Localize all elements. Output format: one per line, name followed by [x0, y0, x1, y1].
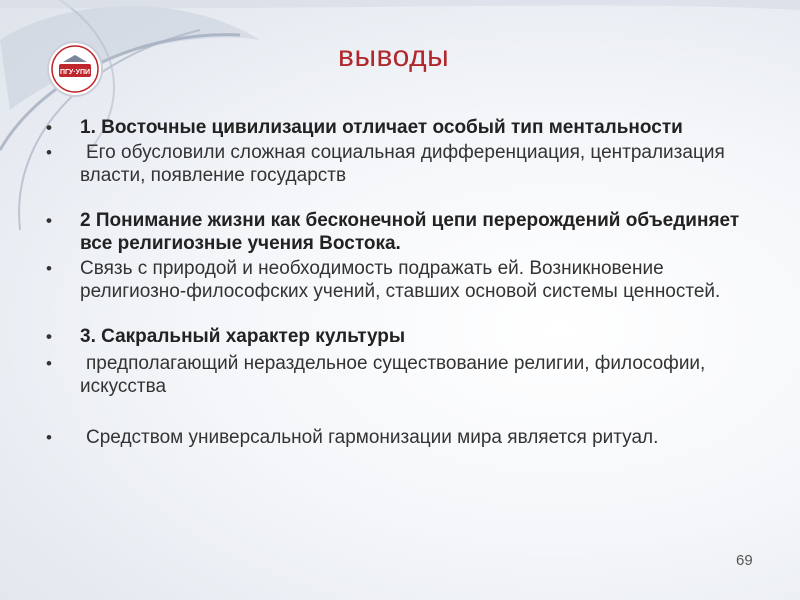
bullet-text: Средством универсальной гармонизации мира является ритуал.: [86, 427, 659, 448]
bullet-icon: •: [46, 143, 52, 162]
bullet-item: [46, 116, 766, 139]
bullet-item: [46, 352, 766, 398]
bullet-icon: •: [46, 259, 52, 278]
svg-text:ПГУ·УПИ: ПГУ·УПИ: [59, 69, 91, 76]
university-logo: [46, 40, 104, 98]
bullet-icon: •: [46, 327, 52, 346]
page-number: 69: [736, 552, 753, 569]
bullet-list: [46, 116, 766, 449]
bullet-icon: •: [46, 428, 52, 447]
bullet-icon: •: [46, 354, 52, 373]
bullet-item: [46, 141, 766, 187]
bullet-item: [46, 257, 766, 303]
bullet-text: Связь с природой и необходимость подражать ей. Возникновение религиозно-философских учений, ставших основой системы ценностей.: [80, 258, 721, 302]
bullet-icon: •: [46, 211, 52, 230]
bullet-item: [46, 426, 766, 449]
bullet-text: 3. Сакральный характер культуры: [80, 326, 406, 347]
bullet-text: предполагающий нераздельное существование религии, философии, искусства: [80, 353, 706, 397]
bullet-text: 1. Восточные цивилизации отличает особый тип ментальности: [80, 117, 683, 138]
bullet-text: 2 Понимание жизни как бесконечной цепи перерождений объединяет все религиозные учения Востока.: [80, 210, 740, 254]
bullet-text: Его обусловили сложная социальная дифференциация, централизация власти, появление государств: [80, 142, 725, 186]
bullet-item: [46, 209, 766, 255]
bullet-item: [46, 325, 766, 348]
bullet-icon: •: [46, 118, 52, 137]
slide-title: выводы: [338, 40, 450, 73]
